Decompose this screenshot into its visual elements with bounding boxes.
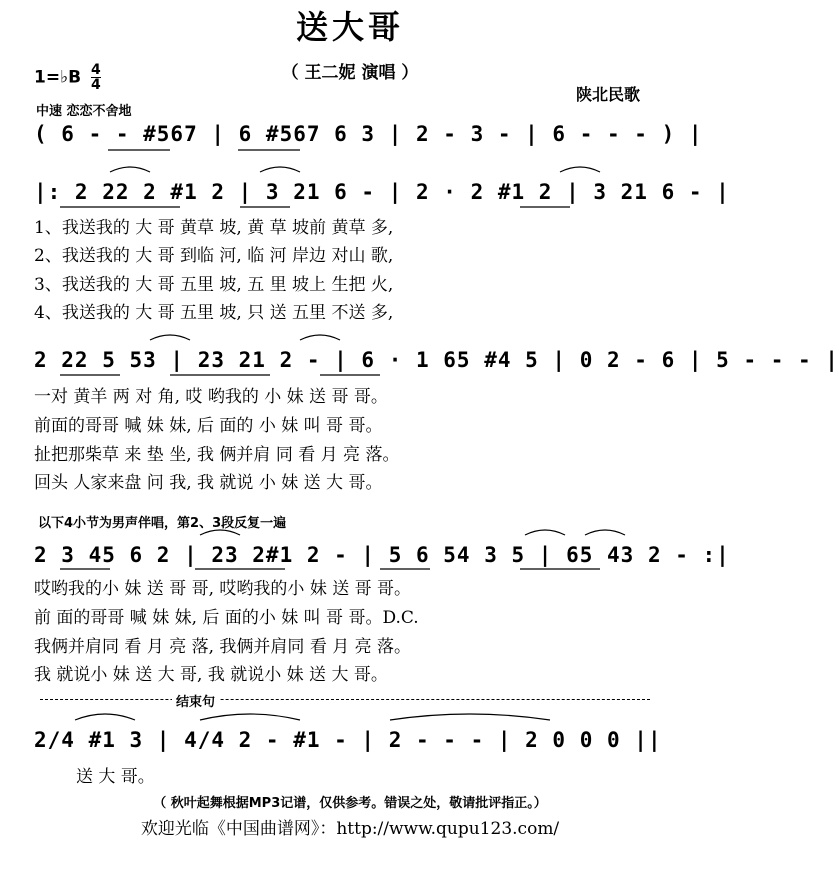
lyric-line: 前面的哥哥 喊 妹 妹, 后 面的 小 妹 叫 哥 哥。 [34, 416, 383, 436]
notation-row-2: |: 2 22 2 #1 2 | 3 21 6 - | 2 · 2 #1 2 | 3 21 6 - | [34, 180, 730, 204]
slur-mark [390, 714, 550, 720]
lyric-line: 3、我送我的 大 哥 五里 坡, 五 里 坡上 生把 火, [34, 275, 394, 295]
notation-row-ending: 2/4 #1 3 | 4/4 2 - #1 - | 2 - - - | 2 0 0 0 || [34, 728, 662, 752]
disclaimer: （ 秋叶起舞根据MP3记谱，仅供参考。错误之处，敬请批评指正。） [153, 796, 547, 811]
lyric-line: 回头 人家来盘 问 我, 我 就说 小 妹 送 大 哥。 [34, 473, 383, 493]
site-welcome: 欢迎光临《中国曲谱网》：http://www.qupu123.com/ [140, 819, 560, 839]
slur-mark [585, 530, 625, 535]
meter-top: 4 [90, 62, 101, 78]
ending-label: 结束句 [172, 691, 219, 710]
notation-row-intro: ( 6 - - #567 | 6 #567 6 3 | 2 - 3 - | 6 - - - ) | [34, 122, 703, 146]
lyric-line: 2、我送我的 大 哥 到临 河, 临 河 岸边 对山 歌, [34, 246, 394, 266]
lyric-line: 我 就说小 妹 送 大 哥, 我 就说小 妹 送 大 哥。 [34, 665, 388, 685]
slur-mark [75, 714, 135, 720]
notation-row-3: 2 22 5 53 | 23 21 2 - | 6 · 1 65 #4 5 | 0 2 - 6 | 5 - - - | [34, 348, 839, 372]
slur-mark [260, 167, 300, 172]
tempo-marking: 中速 恋恋不舍地 [36, 104, 132, 119]
ending-lyric: 送 大 哥。 [76, 767, 155, 787]
meter-bottom: 4 [90, 77, 101, 93]
lyric-line: 哎哟我的小 妹 送 哥 哥, 哎哟我的小 妹 送 哥 哥。 [34, 579, 412, 599]
lyric-line: 一对 黄羊 两 对 角, 哎 哟我的 小 妹 送 哥 哥。 [34, 387, 388, 407]
lyric-line: 1、我送我的 大 哥 黄草 坡, 黄 草 坡前 黄草 多, [34, 218, 394, 238]
song-origin: 陕北民歌 [576, 85, 641, 104]
slur-mark [560, 167, 600, 172]
lyric-line: 扯把那柴草 来 垫 坐, 我 俩并肩 同 看 月 亮 落。 [34, 445, 400, 465]
slur-mark [200, 530, 240, 535]
performance-note: 以下4小节为男声伴唱，第2、3段反复一遍 [38, 516, 287, 531]
page-title: 送大哥 [295, 8, 404, 46]
lyric-line: 前 面的哥哥 喊 妹 妹, 后 面的小 妹 叫 哥 哥。D.C. [34, 608, 419, 628]
lyric-line: 我俩并肩同 看 月 亮 落, 我俩并肩同 看 月 亮 落。 [34, 637, 412, 657]
notation-row-4: 2 3 45 6 2 | 23 2#1 2 - | 5 6 54 3 5 | 65 43 2 - :| [34, 543, 730, 567]
singer-credit: （ 王二妮 演唱 ） [281, 63, 419, 83]
lyric-line: 4、我送我的 大 哥 五里 坡, 只 送 五里 不送 多, [34, 303, 394, 323]
slur-mark [525, 530, 565, 535]
slur-mark [300, 335, 340, 340]
slur-mark [150, 335, 190, 340]
key-label: 1=♭B [34, 67, 82, 88]
slur-mark [110, 167, 150, 172]
slur-mark [200, 714, 300, 720]
